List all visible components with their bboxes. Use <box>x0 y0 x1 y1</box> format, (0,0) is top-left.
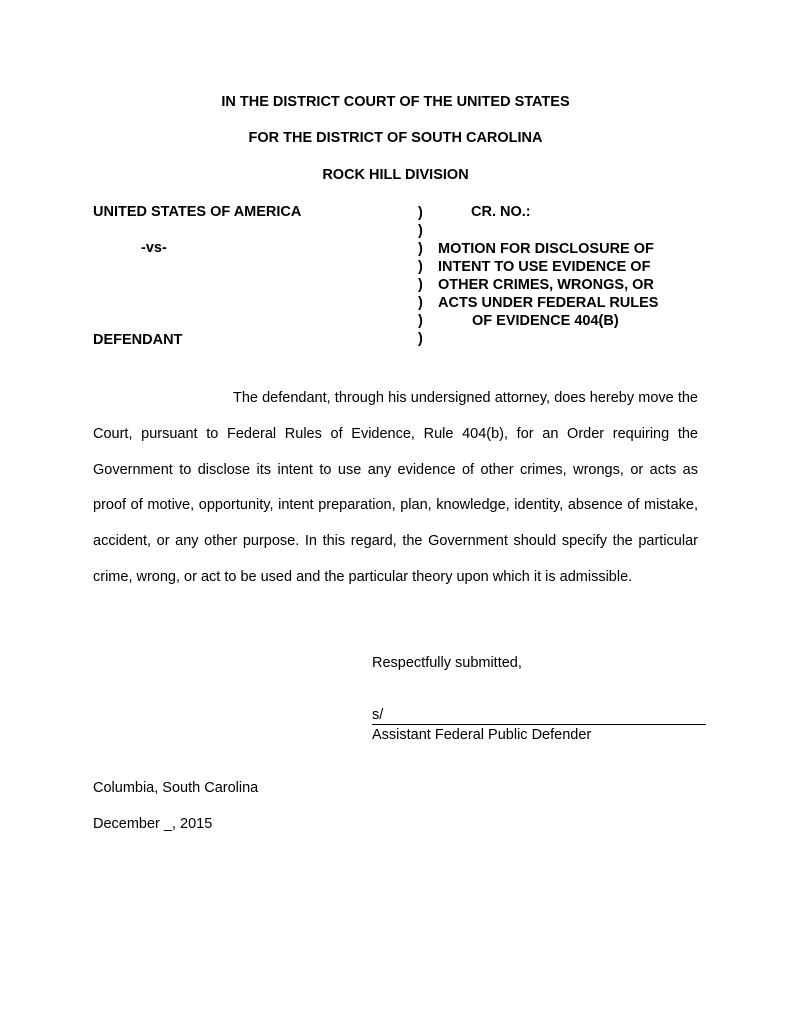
caption-paren: ) <box>418 277 423 293</box>
motion-title-line: OF EVIDENCE 404(B) <box>472 313 619 329</box>
court-heading-line3: ROCK HILL DIVISION <box>322 167 469 183</box>
caption-paren: ) <box>418 241 423 257</box>
caption-parentheses <box>418 204 423 348</box>
signature-prefix: s/ <box>372 707 384 723</box>
location-text: Columbia, South Carolina <box>93 780 259 796</box>
date-text: December _, 2015 <box>93 816 213 832</box>
defendant-label: DEFENDANT <box>93 332 183 348</box>
motion-body-paragraph: The defendant, through his undersigned attorney, does hereby move the Court, pursuant to Federal Rules of Evidence, Rule 404(b), for an Order requiring the Government to disclose its intent to use any evidence of other crimes, wrongs, or acts as proof of motive, opportunity, intent preparation, plan, knowledge, identity, absence of mistake, accident, or any other purpose. In this regard, the Government should specify the particular crime, wrong, or act to be used and the particular theory upon which it is admissible. <box>93 390 698 585</box>
motion-title-line: OTHER CRIMES, WRONGS, OR <box>438 277 654 293</box>
court-heading-line1: IN THE DISTRICT COURT OF THE UNITED STATES <box>221 94 570 110</box>
versus-label: -vs- <box>141 240 167 256</box>
closing-text: Respectfully submitted, <box>372 655 522 671</box>
caption-paren: ) <box>418 223 423 239</box>
signer-title: Assistant Federal Public Defender <box>372 727 592 743</box>
caption-paren: ) <box>418 295 423 311</box>
caption-paren: ) <box>418 259 423 275</box>
caption-paren: ) <box>418 313 423 329</box>
signature-line <box>372 707 706 725</box>
case-number-label: CR. NO.: <box>471 204 531 220</box>
motion-title-line: ACTS UNDER FEDERAL RULES <box>438 295 659 311</box>
motion-title-line: INTENT TO USE EVIDENCE OF <box>438 259 651 275</box>
plaintiff-name: UNITED STATES OF AMERICA <box>93 204 302 220</box>
caption-paren: ) <box>418 205 423 221</box>
motion-title-line: MOTION FOR DISCLOSURE OF <box>438 241 654 257</box>
motion-title <box>438 240 658 330</box>
court-heading-line2: FOR THE DISTRICT OF SOUTH CAROLINA <box>248 130 543 146</box>
caption-paren: ) <box>418 331 423 347</box>
